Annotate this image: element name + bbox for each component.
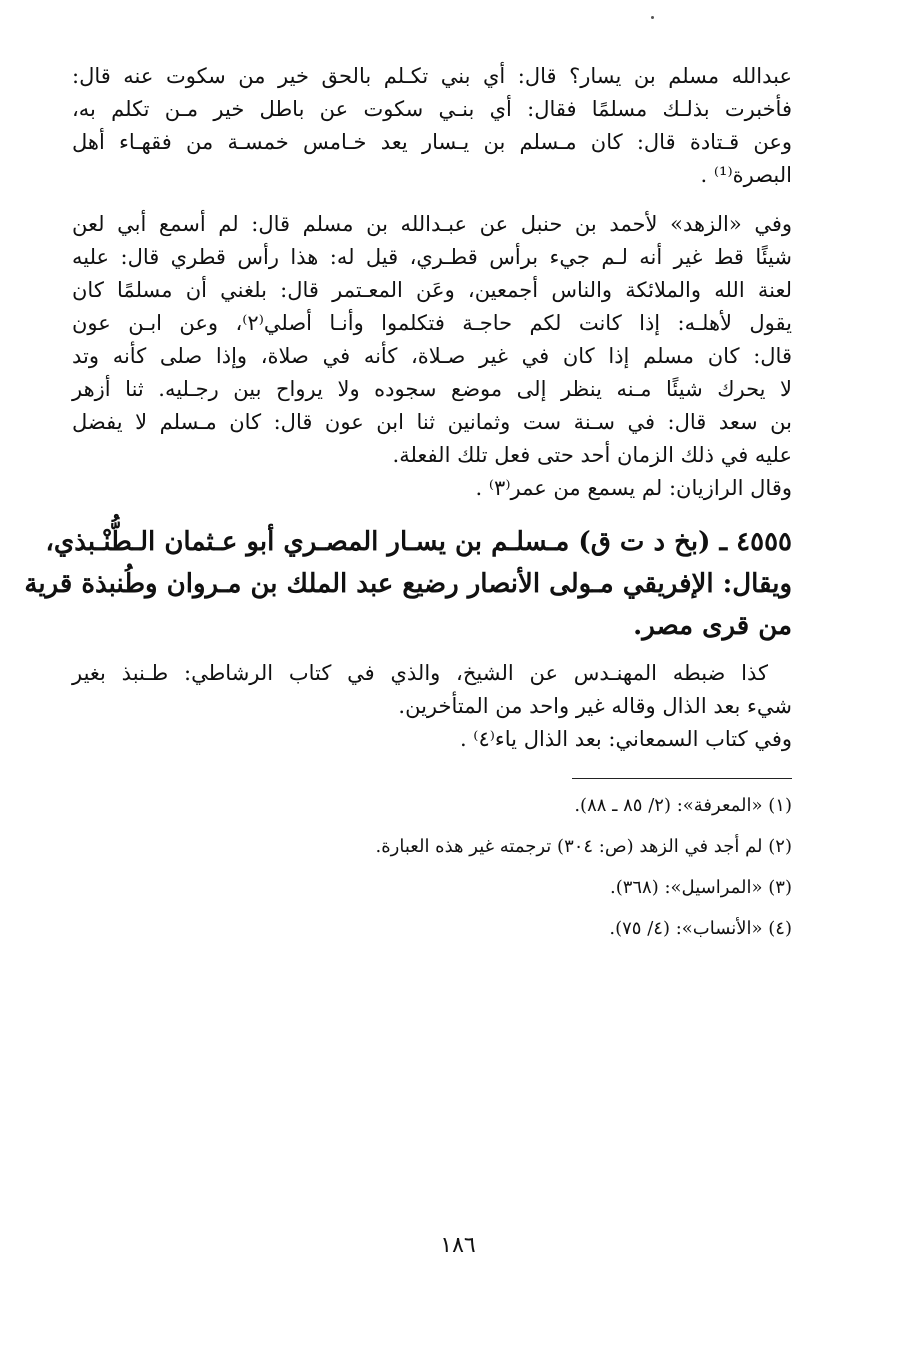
footnotes [72, 795, 792, 940]
heading-line: ويقال: الإفريقي مـولى الأنصار رضيع عبد الملك بن مـروان وطُنبذة قرية [24, 569, 792, 599]
text-line: وعن قـتادة قال: كان مـسلم بن يـسار يعد خـامس خمسـة من فقهـاء أهل [72, 130, 792, 154]
text-line: وفي كتاب السمعاني: بعد الذال ياء⁽٤⁾ . [459, 727, 792, 751]
text-line: عبدالله مسلم بن يسار؟ قال: أي بني تكـلم بالحق خير من سكوت عنه قال: [72, 64, 792, 88]
text-line: عليه في ذلك الزمان أحد حتى فعل تلك الفعلة. [392, 443, 792, 467]
scan-speck [651, 16, 654, 19]
footnote-1: (١) «المعرفة»: (٢/ ٨٥ ـ ٨٨). [574, 795, 792, 816]
paragraph-rashati [72, 657, 792, 723]
text-line: لعنة الله والملائكة والناس أجمعين، وعَن المعـتمر قال: بلغني أن مسلمًا كان [72, 278, 792, 302]
text-line: شيء بعد الذال وقاله غير واحد من المتأخرين. [398, 694, 792, 718]
entry-heading [24, 521, 792, 647]
text-line: كذا ضبطه المهنـدس عن الشيخ، والذي في كتاب الرشاطي: طـنبذ بغير [72, 661, 768, 685]
text-line: يقول لأهلـه: إذا كانت لكم حاجـة فتكلموا وأنـا أصلي⁽٢⁾، وعن ابـن عون [72, 311, 792, 335]
paragraph-samani [72, 723, 792, 756]
text-line: شيئًا قط غير أنه لـم جيء برأس قطـري، قيل له: هذا رأس قطري قال: عليه [72, 245, 792, 269]
footnote-2: (٢) لم أجد في الزهد (ص: ٣٠٤) ترجمته غير هذه العبارة. [375, 836, 792, 857]
page-number: ١٨٦ [440, 1233, 476, 1258]
text-line: بن سعد قال: في سـنة ست وثمانين ثنا ابن عون قال: كان مـسلم لا يفضل [72, 410, 792, 434]
footnote-divider [572, 778, 792, 779]
paragraph-raziyan [72, 472, 792, 505]
text-line: البصرة⁽¹⁾ . [700, 163, 792, 187]
heading-line: ٤٥٥٥ ـ (بخ د ت ق) مـسلـم بن يسـار المصـري أبو عـثمان الـطُّنْـبذي، [45, 527, 792, 557]
paragraph-zuhd [72, 208, 792, 472]
text-line: قال: كان مسلم إذا كان في غير صـلاة، كأنه في صلاة، وإذا صلى كأنه وتد [72, 344, 792, 368]
heading-line: من قرى مصر. [633, 611, 792, 641]
paragraph-muslim-ibn-yasar [72, 60, 792, 192]
footnote-4: (٤) «الأنساب»: (٤/ ٧٥). [609, 918, 792, 939]
text-line: فأخبرت بذلـك مسلمًا فقال: أي بنـي سكوت عن باطل خير مـن تكلم به، [72, 97, 792, 121]
footnote-3: (٣) «المراسيل»: (٣٦٨). [609, 877, 792, 898]
page-body [24, 60, 792, 959]
text-line: وقال الرازيان: لم يسمع من عمر⁽٣⁾ . [475, 476, 792, 500]
text-line: وفي «الزهد» لأحمد بن حنبل عن عبـدالله بن مسلم قال: لم أسمع أبي لعن [72, 212, 792, 236]
text-line: لا يحرك شيئًا مـنه ينظر إلى موضع سجوده ولا يرواح بين رجـليه. ثنا أزهر [72, 377, 792, 401]
